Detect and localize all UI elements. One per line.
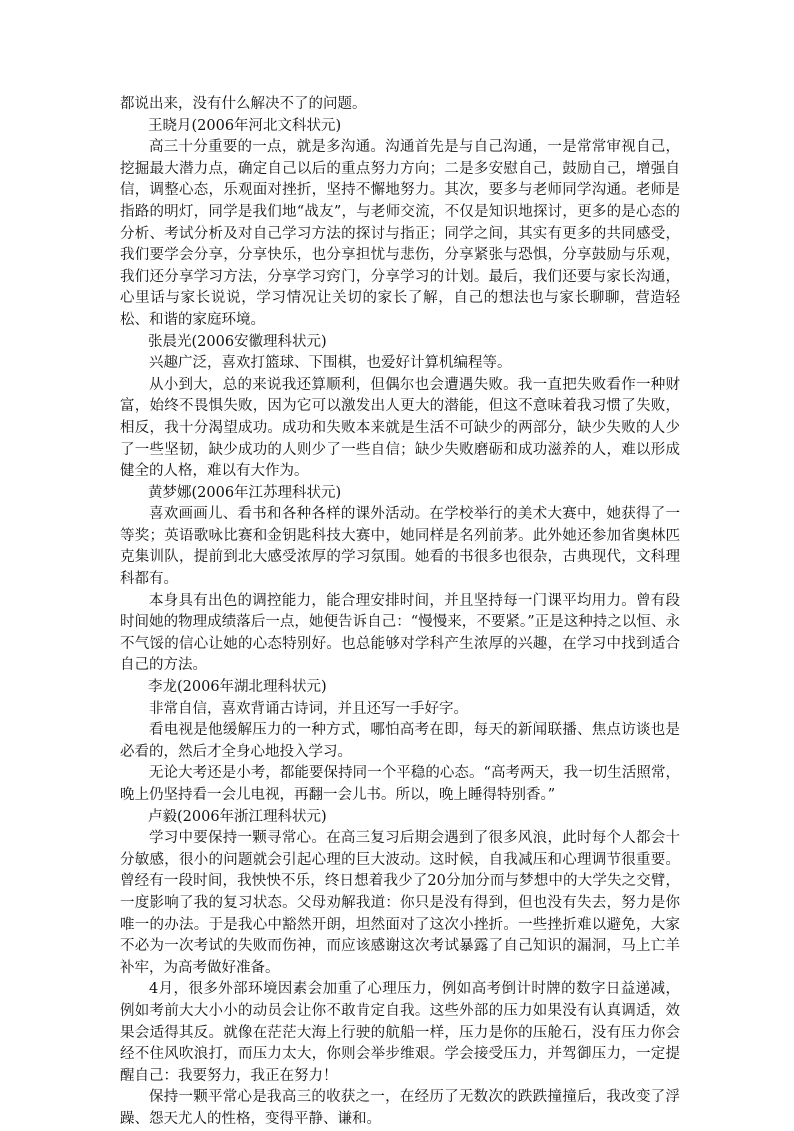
author-heading: 卢毅(2006年浙江理科状元) bbox=[148, 808, 327, 825]
paragraph: 看电视是他缓解压力的一种方式，哪怕高考在即，每天的新闻联播、焦点访谈也是必看的，然后才全身心地投入学习。 bbox=[120, 722, 680, 760]
paragraph: 本身具有出色的调控能力，能合理安排时间，并且坚持每一门课平均用力。曾有段时间她的物理成绩落后一点，她便告诉自己：“慢慢来，不要紧。”正是这种持之以恒、永不气馁的信心让她的心态特别好。也总能够对学科产生浓厚的兴趣，在学习中找到适合自己的方法。 bbox=[120, 592, 680, 674]
paragraph: 喜欢画画儿、看书和各种各样的课外活动。在学校举行的美术大赛中，她获得了一等奖；英语歌咏比赛和金钥匙科技大赛中，她同样是名列前茅。此外她还参加省奥林匹克集训队，提前到北大感受浓厚的学习氛围。她看的书很多也很杂，古典现代，文科理科都有。 bbox=[120, 506, 680, 588]
paragraph: 都说出来，没有什么解决不了的问题。 bbox=[120, 96, 367, 112]
author-heading: 黄梦娜(2006年江苏理科状元) bbox=[148, 484, 342, 501]
document-body bbox=[120, 94, 680, 1131]
paragraph: 学习中要保持一颗寻常心。在高三复习后期会遇到了很多风浪，此时每个人都会十分敏感，很小的问题就会引起心理的巨大波动。这时候，自我减压和心理调节很重要。曾经有一段时间，我怏怏不乐，终日想着我少了20分加分而与梦想中的大学失之交臂，一度影响了我的复习状态。父母劝解我道：你只是没有得到，但也没有失去，努力是你唯一的办法。于是我心中豁然开朗，坦然面对了这次小挫折。一些挫折难以避免，大家不必为一次考试的失败而伤神，而应该感谢这次考试暴露了自己知识的漏洞，马上亡羊补牢，为高考做好准备。 bbox=[120, 830, 680, 976]
paragraph: 保持一颗平常心是我高三的收获之一，在经历了无数次的跌跌撞撞后，我改变了浮躁、怨天尤人的性格，变得平静、谦和。 bbox=[120, 1089, 680, 1127]
paragraph: 非常自信，喜欢背诵古诗词，并且还写一手好字。 bbox=[149, 700, 468, 717]
author-heading: 张晨光(2006安徽理科状元) bbox=[148, 333, 327, 350]
paragraph: 兴趣广泛，喜欢打篮球、下围棋，也爱好计算机编程等。 bbox=[149, 355, 512, 372]
paragraph: 从小到大，总的来说我还算顺利，但偶尔也会遭遇失败。我一直把失败看作一种财富，始终不畏惧失败，因为它可以激发出人更大的潜能，但这不意味着我习惯了失败，相反，我十分渴望成功。成功和失败本来就是生活不可缺少的两部分，缺少失败的人少了一些坚韧，缺少成功的人则少了一些自信；缺少失败磨砺和成功滋养的人，难以形成健全的人格，难以有大作为。 bbox=[120, 376, 680, 480]
author-heading: 李龙(2006年湖北理科状元) bbox=[148, 679, 327, 696]
paragraph: 无论大考还是小考，都能要保持同一个平稳的心态。“高考两天，我一切生活照常，晚上仍坚持看一会儿电视，再翻一会儿书。所以，晚上睡得特别香。” bbox=[120, 765, 680, 803]
paragraph: 4月，很多外部环境因素会加重了心理压力，例如高考倒计时牌的数字日益递减，例如考前大大小小的动员会让你不敢肯定自我。这些外部的压力如果没有认真调适，效果会适得其反。就像在茫茫大海上行驶的航船一样，压力是你的压舱石，没有压力你会经不住风吹浪打，而压力太大，你则会举步维艰。学会接受压力，并驾御压力，一定提醒自己：我要努力，我正在努力！ bbox=[120, 981, 680, 1084]
paragraph: 高三十分重要的一点，就是多沟通。沟通首先是与自己沟通，一是常常审视自己，挖掘最大潜力点，确定自己以后的重点努力方向；二是多安慰自己，鼓励自己，增强自信，调整心态，乐观面对挫折，坚持不懈地努力。其次，要多与老师同学沟通。老师是指路的明灯，同学是我们地“战友”，与老师交流，不仅是知识地探讨，更多的是心态的分析、考试分析及对自己学习方法的探讨与指正；同学之间，其实有更多的共同感受，我们要学会分享，分享快乐，也分享担忧与悲伤，分享紧张与恐惧，分享鼓励与乐观，我们还分享学习方法，分享学习窍门，分享学习的计划。最后，我们还要与家长沟通，心里话与家长说说，学习情况让关切的家长了解，自己的想法也与家长聊聊，营造轻松、和谐的家庭环境。 bbox=[120, 139, 680, 328]
author-heading: 王晓月(2006年河北文科状元) bbox=[148, 117, 342, 134]
